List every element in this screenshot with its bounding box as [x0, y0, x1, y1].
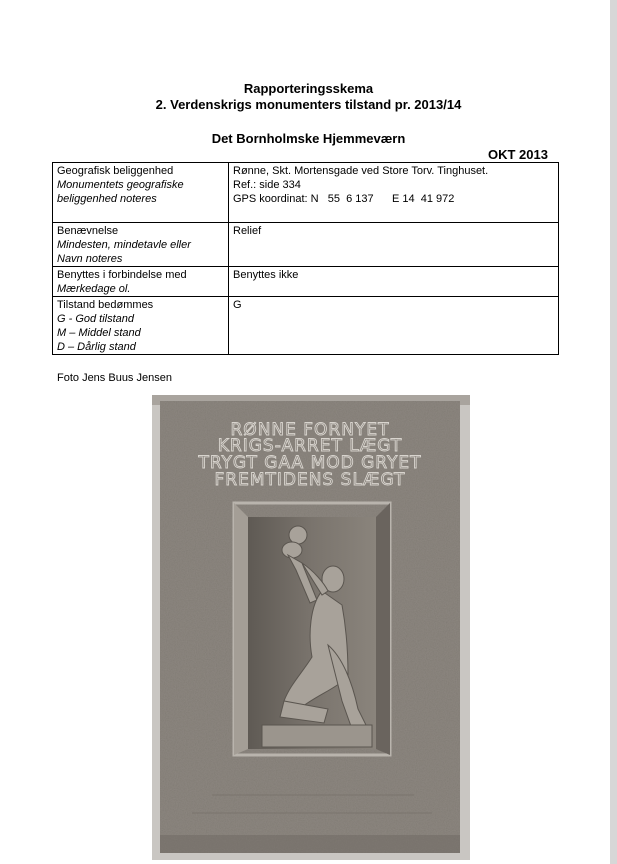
row-hint: Monumentets geografiske	[57, 179, 184, 191]
row-label-cell	[53, 163, 229, 223]
table-row	[53, 163, 559, 223]
inscription-line: FREMTIDENS SLÆGT	[214, 470, 406, 490]
organization-name: Det Bornholmske Hjemmeværn	[211, 131, 406, 146]
usage-value: Benyttes ikke	[233, 269, 299, 281]
row-hint: Mindesten, mindetavle eller	[57, 239, 191, 251]
report-form-table	[52, 162, 559, 355]
row-hint: Mærkedage ol.	[57, 283, 131, 295]
row-label: Geografisk beliggenhed	[57, 165, 174, 177]
reference-value: Ref.: side 334	[233, 179, 301, 191]
row-label-cell	[53, 223, 229, 267]
row-label-cell	[53, 267, 229, 297]
inscription-line: RØNNE FORNYET	[230, 420, 390, 440]
form-title: Rapporteringsskema	[243, 81, 374, 96]
table-row	[53, 267, 559, 297]
row-label: Benævnelse	[57, 225, 119, 237]
monument-photo	[152, 395, 470, 860]
table-row	[53, 223, 559, 267]
row-value-cell	[229, 223, 559, 267]
row-hint: M – Middel stand	[57, 327, 141, 339]
row-hint: D – Dårlig stand	[57, 341, 136, 353]
row-value-cell	[229, 163, 559, 223]
location-value: Rønne, Skt. Mortensgade ved Store Torv. Tinghuset.	[233, 165, 489, 177]
gps-value: GPS koordinat: N 55 6 137 E 14 41 972	[233, 193, 455, 205]
page-edge	[610, 0, 617, 864]
table-row	[53, 297, 559, 355]
condition-value: G	[233, 299, 242, 311]
designation-value: Relief	[233, 225, 262, 237]
report-date: OKT 2013	[488, 147, 548, 162]
row-hint: G - God tilstand	[57, 313, 135, 325]
inscription-line: KRIGS-ARRET LÆGT	[217, 436, 403, 456]
row-hint: beliggenhed noteres	[57, 193, 157, 205]
row-value-cell	[229, 267, 559, 297]
row-value-cell	[229, 297, 559, 355]
photo-caption: Foto Jens Buus Jensen	[57, 372, 172, 384]
row-label: Benyttes i forbindelse med	[57, 269, 187, 281]
inscription-line: TRYGT GAA MOD GRYET	[198, 453, 422, 473]
row-label: Tilstand bedømmes	[57, 299, 154, 311]
row-label-cell	[53, 297, 229, 355]
row-hint: Navn noteres	[57, 253, 123, 265]
form-subtitle: 2. Verdenskrigs monumenters tilstand pr. 2013/14	[155, 97, 462, 112]
